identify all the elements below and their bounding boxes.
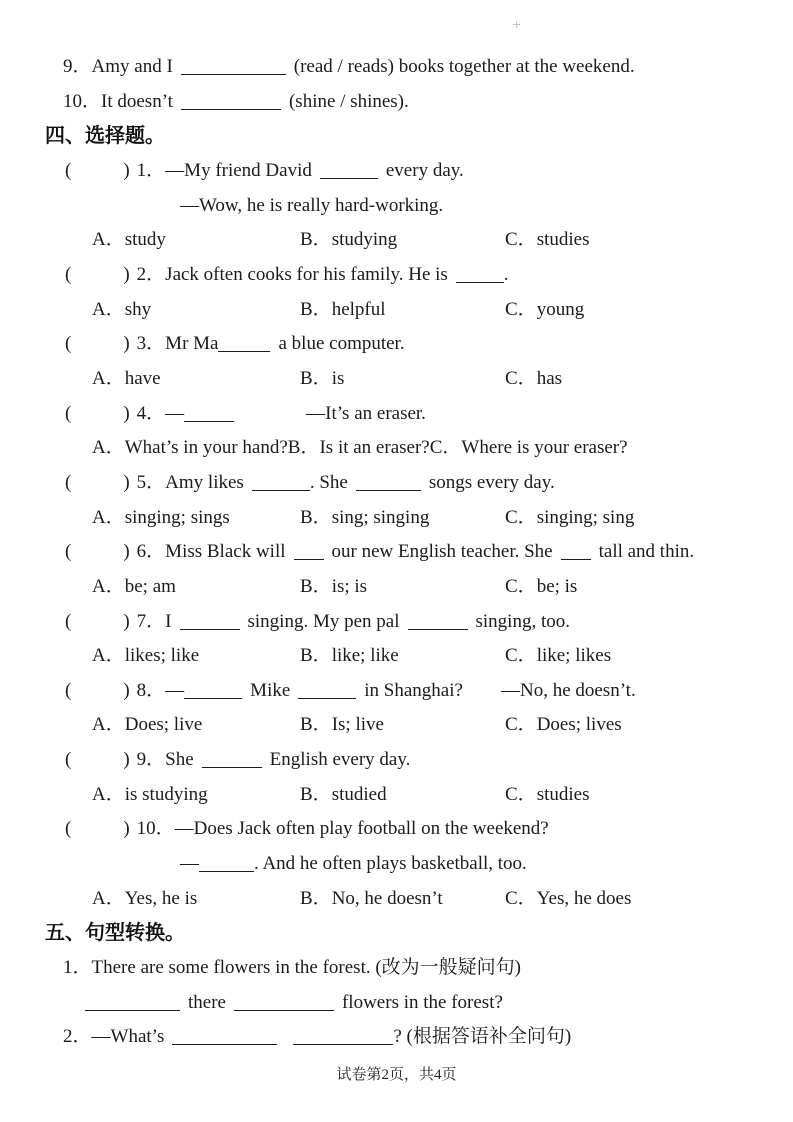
option-text: studies xyxy=(536,783,590,805)
question-text: . She xyxy=(309,471,348,493)
option-label: A． xyxy=(92,298,125,320)
option-label: B． xyxy=(300,645,332,667)
transform-item-2 xyxy=(0,1020,793,1055)
answer-blank xyxy=(85,991,180,1011)
option-text: Is it an eraser? xyxy=(319,437,430,459)
answer-blank xyxy=(181,55,286,75)
option-a xyxy=(92,639,300,674)
mc-question-7-options xyxy=(0,639,793,674)
option-text: Does; live xyxy=(124,714,203,736)
question-number: 1． xyxy=(136,159,166,181)
question-text: —Does Jack often play football on the weekend? xyxy=(174,818,549,840)
answer-blank xyxy=(218,332,270,352)
option-c xyxy=(430,437,628,458)
option-c xyxy=(505,229,589,250)
option-c xyxy=(505,576,577,597)
question-text: Miss Black will xyxy=(165,541,286,563)
page-number-text: 试卷第2页，共4页 xyxy=(336,1067,457,1084)
option-label: B． xyxy=(300,298,332,320)
answer-paren-open: ( xyxy=(65,159,72,181)
mc-question-2-options xyxy=(0,293,793,328)
question-text: Amy and I xyxy=(91,56,173,77)
option-text: singing; sings xyxy=(124,506,230,528)
option-b xyxy=(300,362,505,397)
option-text: have xyxy=(124,367,161,389)
question-text: There are some flowers in the forest. (改为一般疑问句) xyxy=(91,957,522,979)
option-label: B． xyxy=(300,714,332,736)
question-number: 8． xyxy=(136,679,166,701)
option-label: B． xyxy=(300,887,332,909)
option-label: A． xyxy=(92,714,125,736)
question-text: every day. xyxy=(385,159,464,181)
answer-paren-open: ( xyxy=(65,263,72,285)
option-b xyxy=(300,882,505,917)
answer-paren-close: ) xyxy=(123,333,130,355)
option-b xyxy=(300,501,505,536)
option-label: A． xyxy=(92,229,125,251)
option-text: has xyxy=(536,367,563,389)
mc-question-1-options xyxy=(0,223,793,258)
option-b xyxy=(300,223,505,258)
question-text: our new English teacher. She xyxy=(331,541,553,563)
mc-question-3-options xyxy=(0,362,793,397)
mc-question-6-options xyxy=(0,570,793,605)
option-label: C． xyxy=(505,575,537,597)
answer-blank xyxy=(172,1025,277,1045)
answer-blank xyxy=(180,610,240,630)
option-text: Yes, he does xyxy=(536,887,632,909)
option-a xyxy=(92,293,300,328)
option-label: B． xyxy=(287,437,320,459)
question-text: Mr Ma xyxy=(165,333,219,355)
option-label: A． xyxy=(92,645,125,667)
option-b xyxy=(300,778,505,813)
option-a xyxy=(92,882,300,917)
answer-paren-open: ( xyxy=(65,679,72,701)
question-number: 2． xyxy=(136,263,166,285)
option-c xyxy=(505,645,611,666)
question-number: 4． xyxy=(136,402,166,424)
answer-blank xyxy=(408,610,468,630)
option-label: B． xyxy=(300,783,332,805)
section-5-title xyxy=(0,916,793,951)
question-text: —What’s xyxy=(91,1026,165,1048)
option-text: singing; sing xyxy=(536,506,635,528)
question-number: 3． xyxy=(136,333,166,355)
answer-blank xyxy=(202,748,262,768)
answer-blank xyxy=(199,852,254,872)
mc-question-10 xyxy=(0,812,793,847)
answer-paren-close: ) xyxy=(123,610,130,632)
answer-paren-close: ) xyxy=(123,471,130,493)
question-text: Amy likes xyxy=(165,471,244,493)
option-label: C． xyxy=(505,714,537,736)
option-a xyxy=(92,362,300,397)
answer-blank xyxy=(356,471,421,491)
option-label: A． xyxy=(92,437,125,459)
mc-question-4-options xyxy=(0,431,793,466)
option-label: C． xyxy=(505,298,537,320)
question-text: singing, too. xyxy=(475,610,570,632)
option-b xyxy=(288,437,430,458)
option-a xyxy=(92,708,300,743)
option-text: is xyxy=(331,367,345,389)
answer-paren-close: ) xyxy=(123,679,130,701)
option-c xyxy=(505,299,584,320)
question-text: — xyxy=(180,853,199,875)
question-number: 9． xyxy=(136,749,166,771)
option-label: A． xyxy=(92,887,125,909)
watermark-mark: + xyxy=(512,18,522,31)
option-label: B． xyxy=(300,229,332,251)
option-text: like; likes xyxy=(536,645,612,667)
question-text: songs every day. xyxy=(428,471,555,493)
question-text: — xyxy=(165,679,185,701)
option-c xyxy=(505,507,634,528)
option-label: B． xyxy=(300,506,332,528)
mc-question-9-options xyxy=(0,778,793,813)
option-a xyxy=(92,437,288,458)
question-text: Mike xyxy=(250,679,291,701)
option-b xyxy=(300,639,505,674)
question-text: (shine / shines). xyxy=(288,90,409,112)
question-text: —No, he doesn’t. xyxy=(500,679,636,701)
question-text: (read / reads) books together at the weekend. xyxy=(293,56,635,77)
option-label: C． xyxy=(505,887,537,909)
question-number: 10． xyxy=(136,818,175,840)
question-number: 5． xyxy=(136,471,166,493)
option-label: C． xyxy=(505,506,537,528)
answer-blank xyxy=(298,679,356,699)
mc-question-3 xyxy=(0,327,793,362)
answer-blank xyxy=(561,540,591,560)
option-text: study xyxy=(124,229,166,251)
answer-blank xyxy=(293,1025,393,1045)
option-text: sing; singing xyxy=(331,506,430,528)
transform-item-1 xyxy=(0,951,793,986)
option-label: B． xyxy=(300,575,332,597)
question-text: there xyxy=(188,991,226,1013)
option-text: like; like xyxy=(331,645,399,667)
answer-blank xyxy=(252,471,310,491)
page-footer xyxy=(0,1065,793,1085)
question-text: —It’s an eraser. xyxy=(306,402,426,424)
option-label: C． xyxy=(429,437,462,459)
question-text: tall and thin. xyxy=(598,541,695,563)
question-text: in Shanghai? xyxy=(364,679,463,701)
option-text: is; is xyxy=(331,575,368,597)
mc-question-5-options xyxy=(0,501,793,536)
option-label: A． xyxy=(92,506,125,528)
answer-paren-close: ) xyxy=(123,749,130,771)
mc-question-8 xyxy=(0,674,793,709)
answer-paren-open: ( xyxy=(65,333,72,355)
transform-item-1-answer xyxy=(0,986,793,1021)
answer-paren-open: ( xyxy=(65,471,72,493)
option-text: helpful xyxy=(331,298,386,320)
option-text: be; is xyxy=(536,575,578,597)
option-text: young xyxy=(536,298,585,320)
answer-blank xyxy=(184,679,242,699)
answer-blank xyxy=(184,402,234,422)
option-text: be; am xyxy=(124,575,176,597)
mc-question-1 xyxy=(0,154,793,189)
fill-item-9 xyxy=(0,50,793,85)
answer-blank xyxy=(234,991,334,1011)
option-a xyxy=(92,778,300,813)
question-number: 9． xyxy=(63,56,92,77)
question-text: . And he often plays basketball, too. xyxy=(254,853,527,875)
answer-paren-close: ) xyxy=(123,818,130,840)
option-c xyxy=(505,784,589,805)
question-text: . xyxy=(503,263,509,285)
option-label: A． xyxy=(92,575,125,597)
mc-question-7 xyxy=(0,605,793,640)
option-b xyxy=(300,293,505,328)
mc-question-1-line2 xyxy=(0,189,793,224)
question-number: 6． xyxy=(136,541,166,563)
question-number: 2． xyxy=(63,1026,92,1048)
mc-question-6 xyxy=(0,535,793,570)
question-number: 7． xyxy=(136,610,166,632)
question-text: English every day. xyxy=(269,749,411,771)
mc-question-8-options xyxy=(0,708,793,743)
option-text: studied xyxy=(331,783,387,805)
option-a xyxy=(92,501,300,536)
answer-paren-open: ( xyxy=(65,402,72,424)
question-number: 1． xyxy=(63,957,92,979)
option-text: studies xyxy=(536,229,590,251)
option-text: is studying xyxy=(124,783,208,805)
question-text: —Wow, he is really hard-working. xyxy=(180,194,444,216)
answer-paren-close: ) xyxy=(123,402,130,424)
mc-question-10-options xyxy=(0,882,793,917)
mc-question-2 xyxy=(0,258,793,293)
option-b xyxy=(300,708,505,743)
option-text: Where is your eraser? xyxy=(461,437,628,459)
answer-blank xyxy=(456,263,504,283)
option-c xyxy=(505,888,631,909)
answer-paren-close: ) xyxy=(123,541,130,563)
section-4-title xyxy=(0,119,793,154)
question-number: 10． xyxy=(63,90,102,112)
option-label: A． xyxy=(92,783,125,805)
answer-blank xyxy=(181,90,281,110)
mc-question-5 xyxy=(0,466,793,501)
answer-paren-open: ( xyxy=(65,541,72,563)
question-text: singing. My pen pal xyxy=(247,610,400,632)
fill-item-10 xyxy=(0,85,793,120)
question-text: She xyxy=(165,749,194,771)
option-label: B． xyxy=(300,367,332,389)
option-text: likes; like xyxy=(124,645,200,667)
answer-paren-open: ( xyxy=(65,818,72,840)
question-text: Jack often cooks for his family. He is xyxy=(165,263,448,285)
answer-paren-close: ) xyxy=(123,263,130,285)
option-label: A． xyxy=(92,367,125,389)
answer-blank xyxy=(294,540,324,560)
section-title-text: 四、选择题。 xyxy=(45,125,165,148)
option-text: shy xyxy=(124,298,152,320)
question-text: — xyxy=(165,402,185,424)
section-title-text: 五、句型转换。 xyxy=(45,922,185,945)
option-b xyxy=(300,570,505,605)
question-text: a blue computer. xyxy=(278,333,405,355)
answer-paren-close: ) xyxy=(123,159,130,181)
answer-paren-open: ( xyxy=(65,610,72,632)
option-text: Is; live xyxy=(331,714,384,736)
option-a xyxy=(92,223,300,258)
option-text: No, he doesn’t xyxy=(331,887,443,909)
mc-question-4 xyxy=(0,397,793,432)
option-a xyxy=(92,570,300,605)
option-text: studying xyxy=(331,229,398,251)
mc-question-10-line2 xyxy=(0,847,793,882)
option-label: C． xyxy=(505,645,537,667)
answer-blank xyxy=(320,159,378,179)
option-label: C． xyxy=(505,229,537,251)
option-label: C． xyxy=(505,367,537,389)
question-text: —My friend David xyxy=(165,159,312,181)
question-text: ? (根据答语补全问句) xyxy=(393,1026,572,1048)
question-text: It doesn’t xyxy=(101,90,173,112)
option-text: Yes, he is xyxy=(124,887,198,909)
option-c xyxy=(505,714,622,735)
option-c xyxy=(505,368,562,389)
question-text: I xyxy=(165,610,172,632)
mc-question-9 xyxy=(0,743,793,778)
answer-paren-open: ( xyxy=(65,749,72,771)
question-text: flowers in the forest? xyxy=(341,991,503,1013)
option-label: C． xyxy=(505,783,537,805)
option-text: Does; lives xyxy=(536,714,622,736)
option-text: What’s in your hand? xyxy=(124,437,288,459)
